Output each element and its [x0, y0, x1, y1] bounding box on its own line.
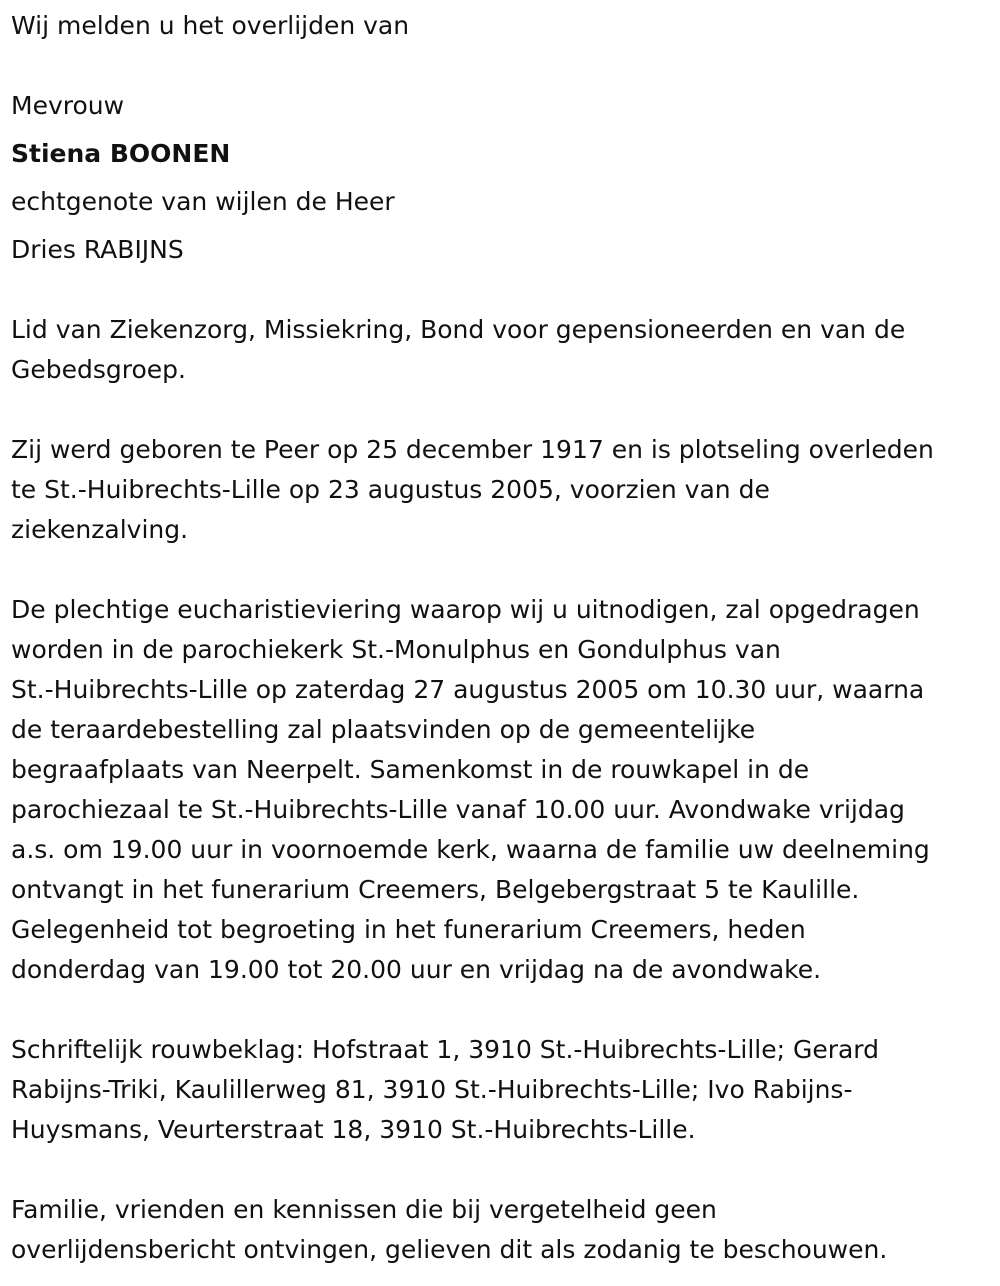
paragraph-line: Zij werd geboren te Peer op 25 december 1917 en is plotseling overleden [11, 435, 934, 464]
paragraph-line: Lid van Ziekenzorg, Missiekring, Bond voor gepensioneerden en van de [11, 315, 906, 344]
intro-text: Wij melden u het overlijden van [11, 11, 410, 40]
paragraph-line: Gelegenheid tot begroeting in het funerarium Creemers, heden [11, 915, 806, 944]
paragraph-line: Huysmans, Veurterstraat 18, 3910 St.-Huibrechts-Lille. [11, 1115, 696, 1144]
paragraph-line: donderdag van 19.00 tot 20.00 uur en vrijdag na de avondwake. [11, 955, 822, 984]
paragraph-line: ontvangt in het funerarium Creemers, Belgebergstraat 5 te Kaulille. [11, 875, 860, 904]
paragraph-line: overlijdensbericht ontvingen, gelieven dit als zodanig te beschouwen. [11, 1235, 888, 1264]
paragraph-line: Schriftelijk rouwbeklag: Hofstraat 1, 3910 St.-Huibrechts-Lille; Gerard [11, 1035, 880, 1064]
paragraph-line: St.-Huibrechts-Lille op zaterdag 27 augustus 2005 om 10.30 uur, waarna [11, 675, 925, 704]
paragraph-line: worden in de parochiekerk St.-Monulphus en Gondulphus van [11, 635, 781, 664]
paragraph-line: begraafplaats van Neerpelt. Samenkomst in de rouwkapel in de [11, 755, 810, 784]
paragraph-line: Gebedsgroep. [11, 355, 186, 384]
paragraph-line: ziekenzalving. [11, 515, 189, 544]
condolence-paragraph [11, 1030, 879, 1150]
deceased-name: Stiena BOONEN [11, 139, 231, 168]
paragraph-line: Rabijns-Triki, Kaulillerweg 81, 3910 St.-Huibrechts-Lille; Ivo Rabijns- [11, 1075, 853, 1104]
paragraph-line: parochiezaal te St.-Huibrechts-Lille vanaf 10.00 uur. Avondwake vrijdag [11, 795, 905, 824]
spouse-line: echtgenote van wijlen de Heer [11, 187, 395, 216]
family-note-paragraph [11, 1190, 887, 1270]
honorific: Mevrouw [11, 91, 125, 120]
membership-paragraph [11, 310, 905, 390]
spouse-name: Dries RABIJNS [11, 235, 184, 264]
ceremony-paragraph [11, 590, 930, 990]
paragraph-line: Familie, vrienden en kennissen die bij vergetelheid geen [11, 1195, 717, 1224]
paragraph-line: De plechtige eucharistieviering waarop wij u uitnodigen, zal opgedragen [11, 595, 920, 624]
paragraph-line: a.s. om 19.00 uur in voornoemde kerk, waarna de familie uw deelneming [11, 835, 930, 864]
birth-death-paragraph [11, 430, 934, 550]
paragraph-line: de teraardebestelling zal plaatsvinden op de gemeentelijke [11, 715, 756, 744]
paragraph-line: te St.-Huibrechts-Lille op 23 augustus 2005, voorzien van de [11, 475, 770, 504]
